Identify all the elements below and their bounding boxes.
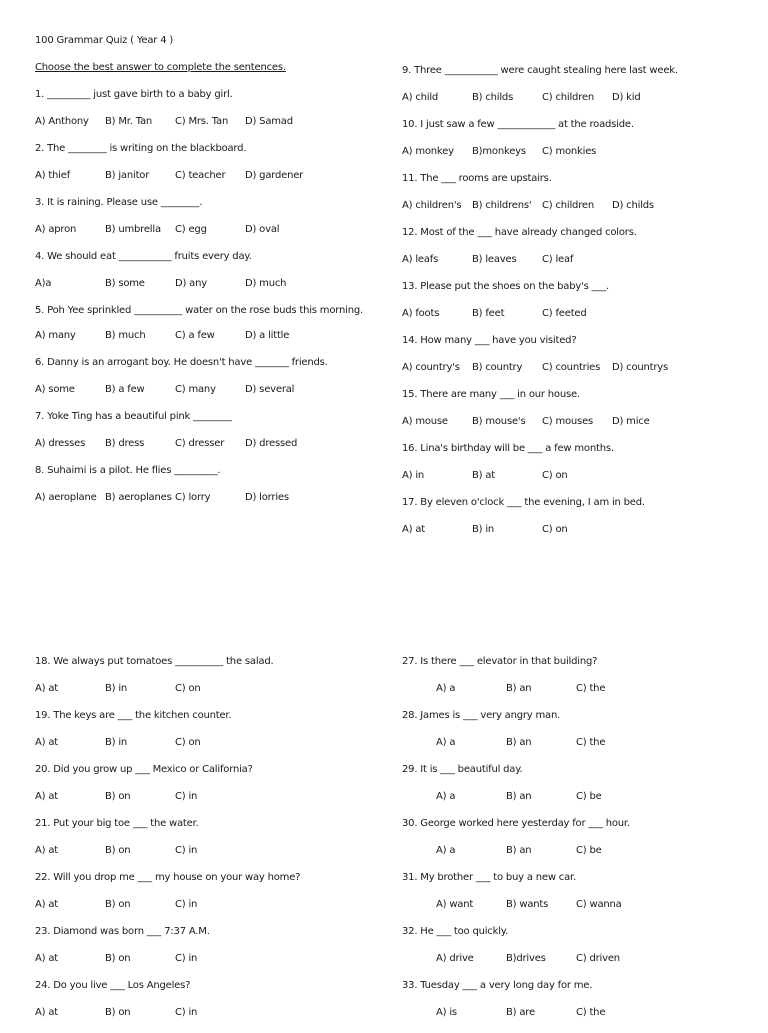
answer-option: B) in bbox=[105, 683, 128, 694]
question-list bbox=[402, 655, 732, 1019]
answer-options bbox=[402, 361, 732, 374]
question-text: 21. Put your big toe ___ the water. bbox=[35, 818, 199, 829]
answer-option: C) be bbox=[576, 791, 602, 802]
answer-options bbox=[402, 415, 732, 428]
answer-option: A) at bbox=[35, 737, 58, 748]
answer-option: D) mice bbox=[612, 416, 650, 427]
answer-option: B) dress bbox=[105, 438, 145, 449]
answer-option: B) childrens' bbox=[472, 200, 532, 211]
answer-option: B) wants bbox=[506, 899, 549, 910]
answer-option: D) childs bbox=[612, 200, 654, 211]
answer-option: B)drives bbox=[506, 953, 546, 964]
answer-options bbox=[402, 844, 732, 857]
answer-option: A) leafs bbox=[402, 254, 439, 265]
answer-option: C) on bbox=[175, 683, 201, 694]
answer-option: B) janitor bbox=[105, 170, 150, 181]
answer-options bbox=[35, 437, 370, 450]
answer-option: A) at bbox=[402, 524, 425, 535]
answer-option: B) some bbox=[105, 278, 145, 289]
answer-option: D) lorries bbox=[245, 492, 289, 503]
question-text: 11. The ___ rooms are upstairs. bbox=[402, 173, 552, 184]
question-text: 28. James is ___ very angry man. bbox=[402, 710, 561, 721]
answer-options bbox=[35, 383, 370, 396]
answer-option: C) in bbox=[175, 953, 198, 964]
question-text: 13. Please put the shoes on the baby's ___. bbox=[402, 281, 609, 292]
answer-option: A) a bbox=[436, 737, 456, 748]
answer-option: A) a bbox=[436, 683, 456, 694]
answer-option: D) a little bbox=[245, 330, 290, 341]
question-text: 22. Will you drop me ___ my house on your way home? bbox=[35, 872, 301, 883]
answer-options bbox=[35, 736, 370, 749]
answer-option: D) any bbox=[175, 278, 207, 289]
answer-option: C) the bbox=[576, 1007, 606, 1018]
answer-options bbox=[35, 952, 370, 965]
question-text: 27. Is there ___ elevator in that building? bbox=[402, 656, 598, 667]
question-text: 19. The keys are ___ the kitchen counter. bbox=[35, 710, 232, 721]
question-text: 31. My brother ___ to buy a new car. bbox=[402, 872, 576, 883]
answer-option: A) child bbox=[402, 92, 439, 103]
answer-options bbox=[402, 91, 732, 104]
answer-option: C) in bbox=[175, 899, 198, 910]
answer-option: B) umbrella bbox=[105, 224, 161, 235]
answer-option: D) dressed bbox=[245, 438, 298, 449]
answer-option: C) monkies bbox=[542, 146, 597, 157]
answer-options bbox=[402, 1006, 732, 1019]
answer-option: B) in bbox=[472, 524, 495, 535]
answer-option: A) at bbox=[35, 1007, 58, 1018]
answer-option: C) on bbox=[175, 737, 201, 748]
answer-option: A)a bbox=[35, 278, 52, 289]
answer-option: A) a bbox=[436, 791, 456, 802]
question-text: 18. We always put tomatoes __________ the salad. bbox=[35, 656, 274, 667]
answer-option: B) a few bbox=[105, 384, 145, 395]
answer-option: C) Mrs. Tan bbox=[175, 116, 229, 127]
answer-option: A) children's bbox=[402, 200, 462, 211]
answer-option: B) mouse's bbox=[472, 416, 526, 427]
question-text: 2. The ________ is writing on the blackboard. bbox=[35, 143, 247, 154]
answer-options bbox=[402, 523, 732, 536]
answer-option: B) at bbox=[472, 470, 495, 481]
answer-option: C) driven bbox=[576, 953, 620, 964]
answer-options bbox=[35, 790, 370, 803]
answer-option: C) egg bbox=[175, 224, 207, 235]
answer-options bbox=[35, 329, 370, 342]
answer-options bbox=[402, 253, 732, 266]
answer-option: C) in bbox=[175, 845, 198, 856]
answer-option: B) aeroplanes bbox=[105, 492, 172, 503]
answer-option: B) Mr. Tan bbox=[105, 116, 153, 127]
answer-option: C) a few bbox=[175, 330, 215, 341]
question-text: 6. Danny is an arrogant boy. He doesn't have _______ friends. bbox=[35, 357, 328, 368]
answer-options bbox=[35, 115, 370, 128]
answer-option: C) be bbox=[576, 845, 602, 856]
answer-option: B) on bbox=[105, 845, 131, 856]
question-text: 17. By eleven o'clock ___ the evening, I am in bed. bbox=[402, 497, 645, 508]
answer-option: B) much bbox=[105, 330, 146, 341]
column-bottom-left bbox=[35, 655, 370, 1033]
answer-options bbox=[35, 277, 370, 290]
question-text: 24. Do you live ___ Los Angeles? bbox=[35, 980, 191, 991]
answer-option: B) childs bbox=[472, 92, 514, 103]
answer-option: A) at bbox=[35, 791, 58, 802]
answer-options bbox=[35, 682, 370, 695]
question-text: 14. How many ___ have you visited? bbox=[402, 335, 577, 346]
answer-option: B) on bbox=[105, 791, 131, 802]
answer-options bbox=[35, 898, 370, 911]
instructions: Choose the best answer to complete the sentences. bbox=[35, 62, 286, 73]
answer-option: A) in bbox=[402, 470, 425, 481]
question-text: 9. Three ___________ were caught stealing here last week. bbox=[402, 65, 678, 76]
answer-option: C) on bbox=[542, 470, 568, 481]
answer-option: D) countrys bbox=[612, 362, 669, 373]
answer-option: C) the bbox=[576, 737, 606, 748]
answer-options bbox=[402, 736, 732, 749]
answer-option: A) a bbox=[436, 845, 456, 856]
answer-options bbox=[402, 469, 732, 482]
answer-option: A) want bbox=[436, 899, 474, 910]
answer-option: A) country's bbox=[402, 362, 460, 373]
answer-option: B) are bbox=[506, 1007, 535, 1018]
answer-option: D) oval bbox=[245, 224, 280, 235]
answer-options bbox=[402, 307, 732, 320]
question-text: 33. Tuesday ___ a very long day for me. bbox=[402, 980, 593, 991]
answer-option: C) many bbox=[175, 384, 216, 395]
question-text: 4. We should eat ___________ fruits every day. bbox=[35, 251, 252, 262]
question-text: 20. Did you grow up ___ Mexico or California? bbox=[35, 764, 253, 775]
answer-option: A) at bbox=[35, 953, 58, 964]
answer-option: A) is bbox=[436, 1007, 457, 1018]
answer-option: A) foots bbox=[402, 308, 440, 319]
answer-option: B) an bbox=[506, 845, 532, 856]
answer-option: C) mouses bbox=[542, 416, 594, 427]
answer-option: C) teacher bbox=[175, 170, 226, 181]
question-text: 8. Suhaimi is a pilot. He flies _________. bbox=[35, 465, 221, 476]
answer-options bbox=[402, 790, 732, 803]
answer-option: A) many bbox=[35, 330, 76, 341]
question-text: 29. It is ___ beautiful day. bbox=[402, 764, 523, 775]
question-text: 3. It is raining. Please use ________. bbox=[35, 197, 203, 208]
answer-option: C) countries bbox=[542, 362, 601, 373]
answer-option: A) at bbox=[35, 683, 58, 694]
column-top-left bbox=[35, 34, 370, 518]
answer-option: C) lorry bbox=[175, 492, 211, 503]
answer-option: B) in bbox=[105, 737, 128, 748]
answer-option: A) at bbox=[35, 845, 58, 856]
question-list bbox=[402, 64, 732, 536]
quiz-title: 100 Grammar Quiz ( Year 4 ) bbox=[35, 35, 174, 46]
answer-option: D) several bbox=[245, 384, 295, 395]
answer-option: C) on bbox=[542, 524, 568, 535]
answer-options bbox=[35, 491, 370, 504]
question-text: 23. Diamond was born ___ 7:37 A.M. bbox=[35, 926, 210, 937]
answer-option: A) dresses bbox=[35, 438, 86, 449]
answer-option: B) an bbox=[506, 791, 532, 802]
answer-options bbox=[402, 952, 732, 965]
question-text: 32. He ___ too quickly. bbox=[402, 926, 509, 937]
question-text: 30. George worked here yesterday for ___ hour. bbox=[402, 818, 630, 829]
answer-option: C) the bbox=[576, 683, 606, 694]
answer-options bbox=[35, 1006, 370, 1019]
answer-options bbox=[402, 199, 732, 212]
answer-options bbox=[35, 844, 370, 857]
answer-options bbox=[402, 898, 732, 911]
answer-option: A) monkey bbox=[402, 146, 454, 157]
answer-option: A) drive bbox=[436, 953, 474, 964]
answer-option: B) an bbox=[506, 737, 532, 748]
answer-option: D) kid bbox=[612, 92, 641, 103]
answer-option: C) leaf bbox=[542, 254, 574, 265]
answer-option: A) thief bbox=[35, 170, 71, 181]
question-list bbox=[35, 655, 370, 1019]
answer-option: B)monkeys bbox=[472, 146, 526, 157]
question-text: 1. _________ just gave birth to a baby girl. bbox=[35, 89, 233, 100]
answer-option: C) in bbox=[175, 791, 198, 802]
question-text: 15. There are many ___ in our house. bbox=[402, 389, 580, 400]
answer-option: A) at bbox=[35, 899, 58, 910]
answer-option: A) apron bbox=[35, 224, 77, 235]
answer-option: B) country bbox=[472, 362, 523, 373]
answer-option: A) Anthony bbox=[35, 116, 89, 127]
question-text: 7. Yoke Ting has a beautiful pink ________ bbox=[35, 411, 232, 422]
question-text: 5. Poh Yee sprinkled __________ water on the rose buds this morning. bbox=[35, 305, 363, 316]
column-bottom-right bbox=[402, 655, 732, 1033]
answer-option: B) on bbox=[105, 953, 131, 964]
answer-option: C) in bbox=[175, 1007, 198, 1018]
answer-option: C) children bbox=[542, 200, 594, 211]
answer-option: B) on bbox=[105, 899, 131, 910]
answer-option: B) an bbox=[506, 683, 532, 694]
answer-option: C) dresser bbox=[175, 438, 225, 449]
answer-option: A) mouse bbox=[402, 416, 448, 427]
answer-option: D) gardener bbox=[245, 170, 304, 181]
column-top-right bbox=[402, 34, 732, 550]
question-list bbox=[35, 88, 370, 504]
answer-option: B) on bbox=[105, 1007, 131, 1018]
answer-option: C) feeted bbox=[542, 308, 587, 319]
answer-option: D) much bbox=[245, 278, 287, 289]
answer-option: B) leaves bbox=[472, 254, 517, 265]
answer-options bbox=[402, 682, 732, 695]
question-text: 16. Lina's birthday will be ___ a few months. bbox=[402, 443, 614, 454]
answer-options bbox=[35, 169, 370, 182]
answer-option: D) Samad bbox=[245, 116, 293, 127]
question-text: 10. I just saw a few ____________ at the roadside. bbox=[402, 119, 634, 130]
answer-option: B) feet bbox=[472, 308, 505, 319]
answer-option: C) wanna bbox=[576, 899, 622, 910]
answer-option: A) some bbox=[35, 384, 75, 395]
answer-option: A) aeroplane bbox=[35, 492, 97, 503]
answer-options bbox=[35, 223, 370, 236]
answer-options bbox=[402, 145, 732, 158]
question-text: 12. Most of the ___ have already changed colors. bbox=[402, 227, 637, 238]
answer-option: C) children bbox=[542, 92, 594, 103]
